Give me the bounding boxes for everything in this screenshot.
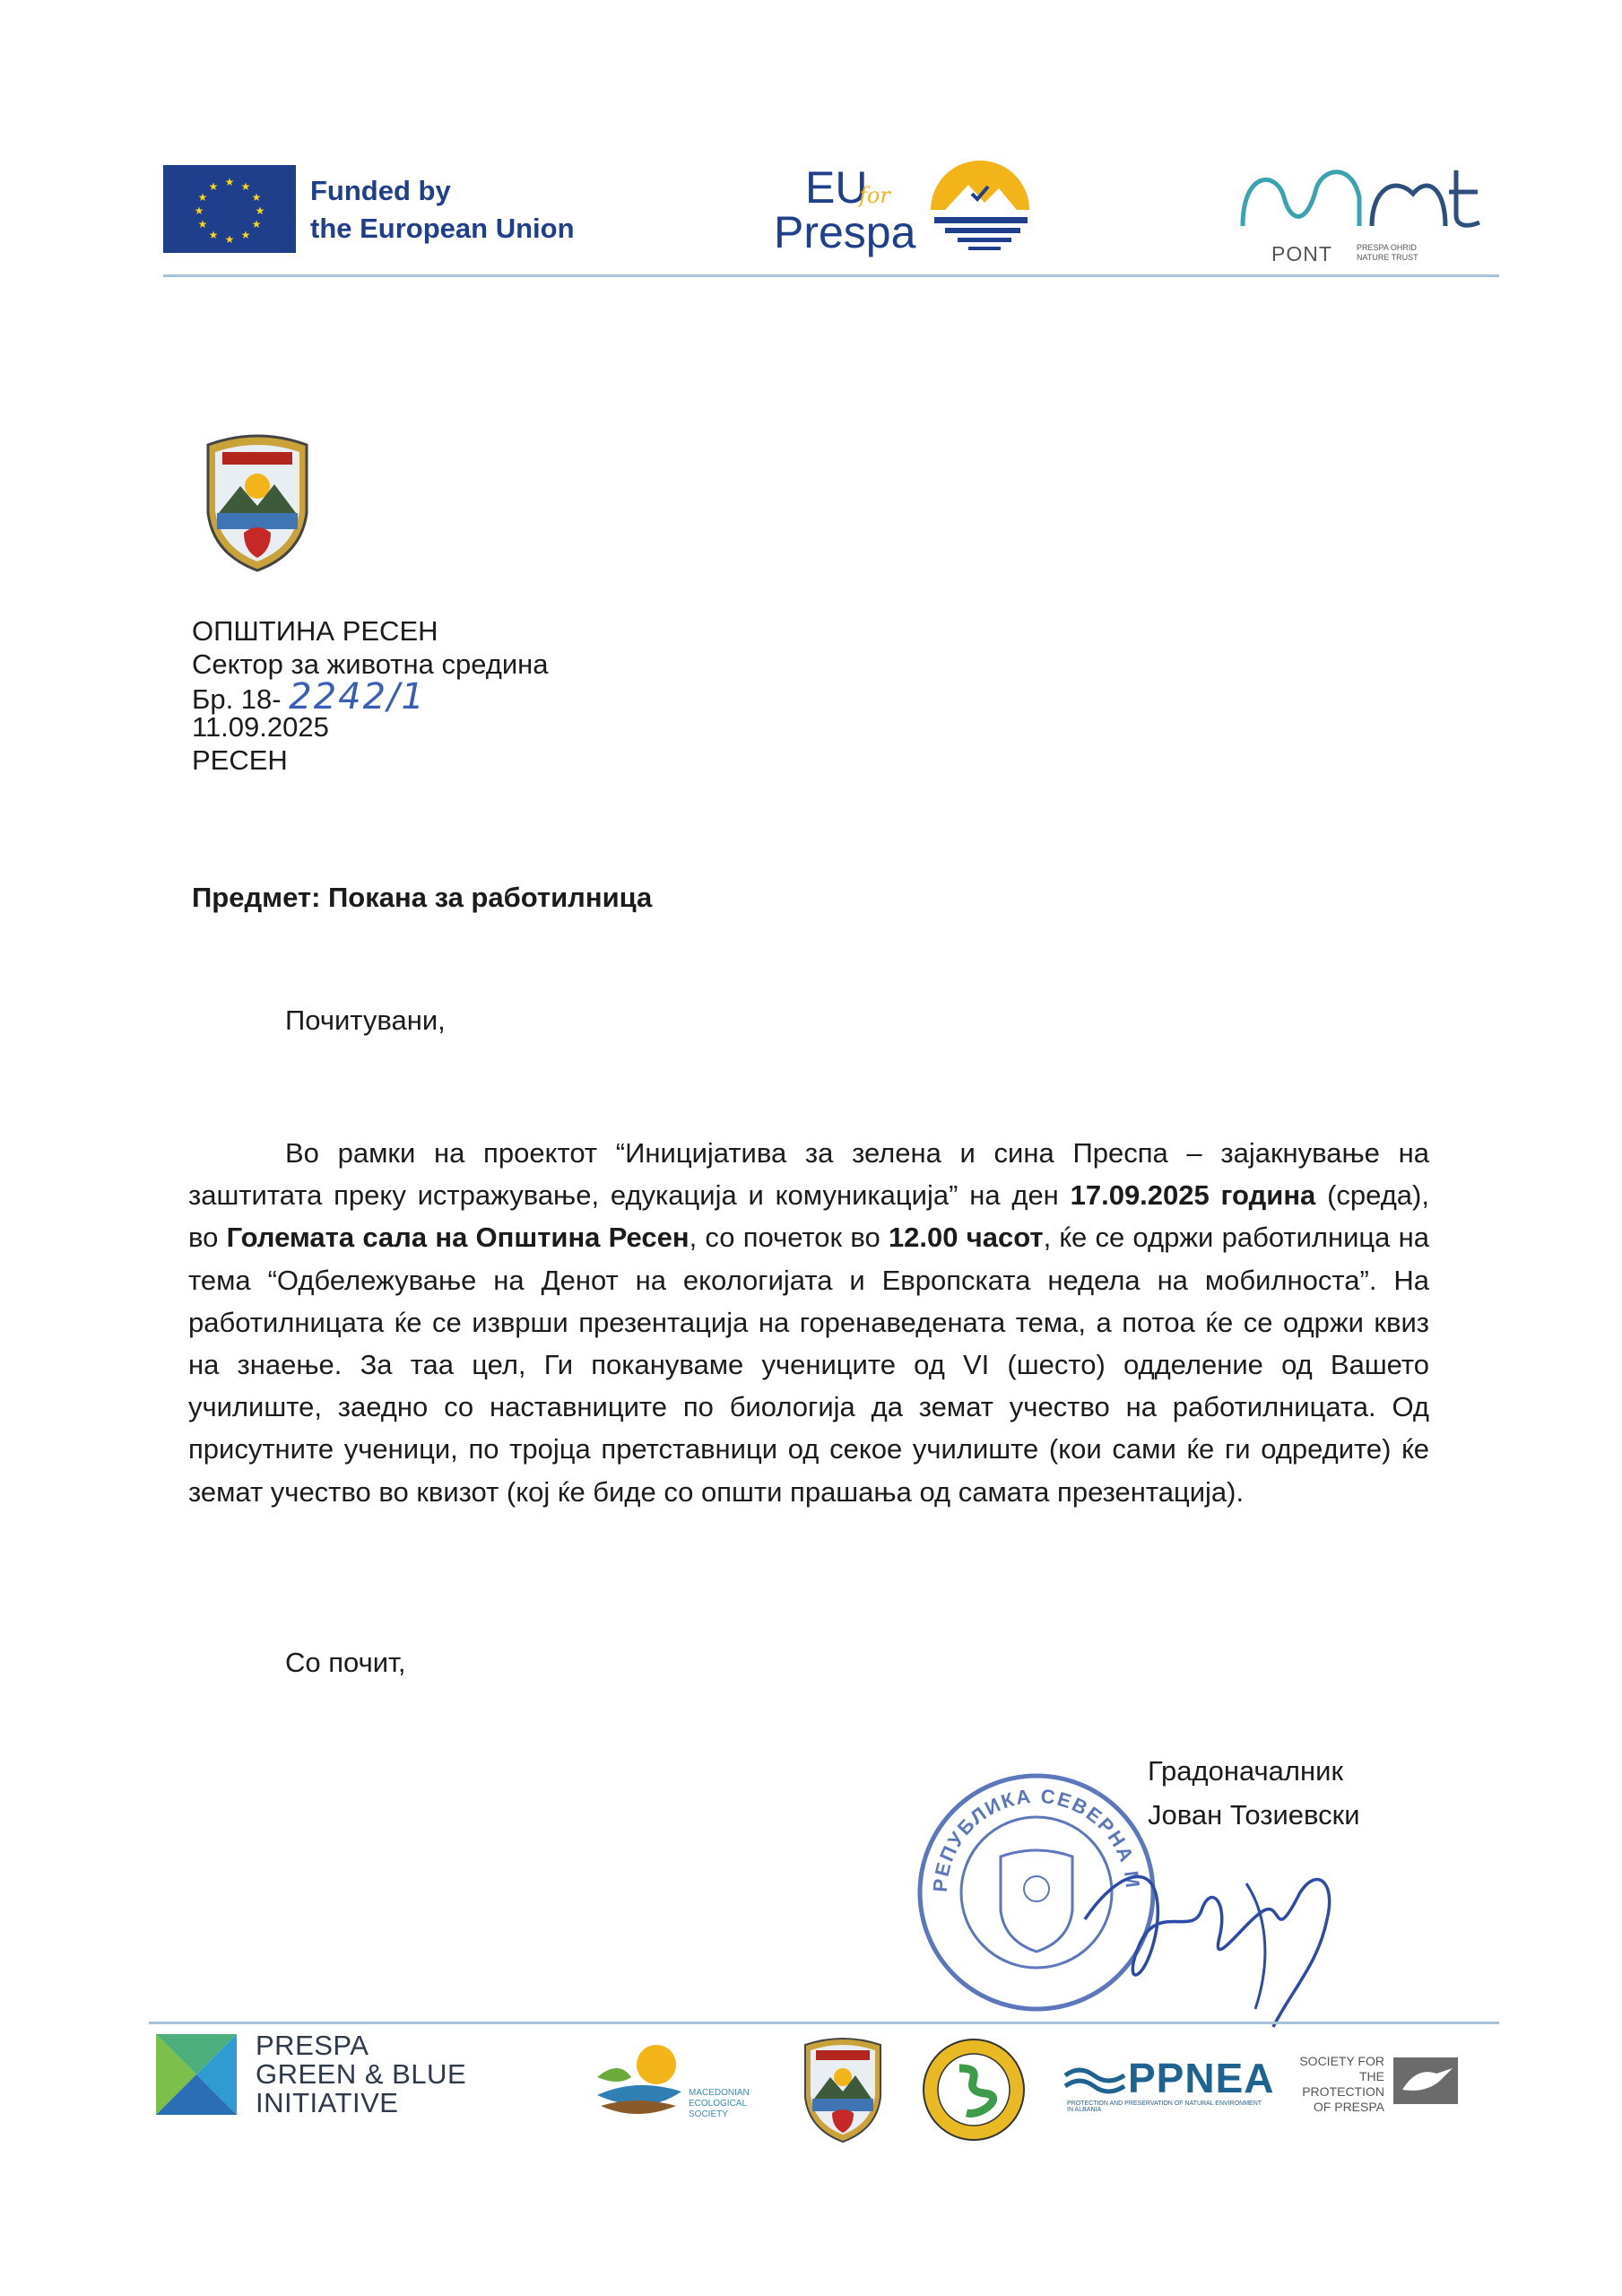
pelican-icon bbox=[1390, 2054, 1462, 2108]
mes-text bbox=[689, 2088, 750, 2120]
eu-prespa-eu-text: EU bbox=[805, 162, 868, 213]
resen-crest-footer bbox=[800, 2036, 886, 2144]
svg-text:★: ★ bbox=[240, 180, 251, 193]
svg-text:★: ★ bbox=[224, 176, 235, 188]
prespa-green-blue-logo-mark bbox=[156, 2034, 237, 2115]
mes-line-1: MACEDONIAN bbox=[689, 2088, 750, 2098]
eu-for-prespa-logo bbox=[769, 158, 1065, 264]
letter-date: 11.09.2025 bbox=[192, 711, 329, 743]
footer-divider bbox=[149, 2022, 1499, 2024]
mes-line-2: ECOLOGICAL bbox=[689, 2099, 748, 2109]
body-text-2: (среда), во bbox=[188, 1179, 1429, 1254]
svg-text:★: ★ bbox=[255, 204, 265, 217]
svg-text:★: ★ bbox=[197, 218, 208, 230]
letter-body bbox=[188, 1132, 1429, 1513]
svg-text:★: ★ bbox=[251, 218, 262, 230]
svg-text:★: ★ bbox=[240, 229, 251, 241]
pont-label: PONT bbox=[1271, 242, 1332, 265]
body-text-4: , ќе се одржи работилница на тема “Одбележување на Денот на екологијата и Европската недела на мобилноста”. На работилницата ќе се изврши презентација на горенаведената тема, а потоа ќе се одржи квиз на знаење. За таа цел, Ги покануваме учениците од VI (шесто) одделение од Вашето училиште, заедно со наставниците по биологија да земат учество на работилницата. Од присутните ученици, по тројца претставници од секое училиште (кои сами ќе ги одредите) ќе земат учество во квизот (кој ќе биде со општи прашања од самата презентација). bbox=[188, 1222, 1430, 1508]
signer-role: Градоначалник bbox=[1148, 1755, 1344, 1787]
pgbi-line-2: GREEN & BLUE bbox=[256, 2058, 467, 2090]
pgbi-line-1: PRESPA bbox=[256, 2030, 369, 2061]
municipality-name: ОПШТИНА РЕСЕН bbox=[192, 615, 438, 647]
pgbi-line-3: INITIATIVE bbox=[256, 2087, 399, 2118]
svg-text:★: ★ bbox=[251, 191, 262, 204]
mes-line-3: SOCIETY bbox=[689, 2109, 728, 2119]
signer-name: Јован Тозиевски bbox=[1148, 1799, 1360, 1831]
letter-greeting: Почитувани, bbox=[285, 1004, 446, 1036]
svg-text:★: ★ bbox=[194, 204, 204, 217]
event-time: 12.00 часот bbox=[888, 1222, 1044, 1254]
letter-city: РЕСЕН bbox=[192, 744, 288, 776]
prespa-green-blue-initiative-text bbox=[256, 2031, 466, 2118]
body-paragraph bbox=[188, 1132, 1429, 1513]
ppnea-wave-icon bbox=[1063, 2063, 1126, 2095]
ppnea-logo-text: PPNEA bbox=[1128, 2055, 1275, 2101]
reference-block bbox=[192, 614, 549, 777]
pont-tagline: PRESPA OHRID NATURE TRUST bbox=[1357, 243, 1418, 262]
ppnea-subtitle: PROTECTION AND PRESERVATION OF NATURAL ENVIRONMENT IN ALBANIA bbox=[1067, 2100, 1262, 2113]
reference-prefix: Бр. 18- bbox=[192, 683, 282, 715]
sector-name: Сектор за животна средина bbox=[192, 648, 549, 680]
svg-text:★: ★ bbox=[197, 191, 208, 204]
eu-prespa-name-text: Prespa bbox=[774, 207, 916, 257]
spp-line-2: THE PROTECTION bbox=[1302, 2069, 1384, 2099]
funded-by-eu-text bbox=[310, 172, 575, 248]
resen-municipality-crest bbox=[201, 432, 314, 574]
event-venue: Големата сала на Општина Ресен bbox=[226, 1222, 690, 1254]
svg-text:★: ★ bbox=[208, 180, 219, 193]
society-protection-prespa-text bbox=[1282, 2054, 1384, 2115]
event-date: 17.09.2025 година bbox=[1070, 1179, 1316, 1212]
svg-text:★: ★ bbox=[208, 229, 219, 241]
body-text-1: Во рамки на проектот “Иницијатива за зелена и сина Преспа – зајакнување на заштитата преку истражување, едукација и комуникација” на ден bbox=[188, 1137, 1429, 1212]
european-union-line: the European Union bbox=[310, 213, 575, 244]
body-text-3: , со почеток во bbox=[689, 1222, 889, 1254]
letter-subject: Предмет: Покана за работилница bbox=[192, 882, 653, 913]
eu-flag-logo bbox=[163, 165, 296, 253]
header-divider bbox=[163, 274, 1499, 277]
handwritten-signature bbox=[1067, 1830, 1372, 2045]
national-park-galicica-logo bbox=[920, 2036, 1028, 2144]
reference-handwritten-number: 2242/1 bbox=[289, 676, 426, 718]
eu-prespa-for-text: for bbox=[859, 183, 890, 208]
spp-line-1: SOCIETY FOR bbox=[1299, 2054, 1384, 2068]
funded-by-line: Funded by bbox=[310, 175, 451, 206]
macedonian-ecological-society-logo bbox=[592, 2041, 690, 2122]
stamp-text: РЕПУБЛИКА СЕВЕРНА М bbox=[928, 1784, 1145, 1893]
svg-text:★: ★ bbox=[224, 233, 235, 246]
spp-line-3: OF PRESPA bbox=[1313, 2100, 1384, 2114]
letter-closing: Со почит, bbox=[285, 1647, 406, 1678]
